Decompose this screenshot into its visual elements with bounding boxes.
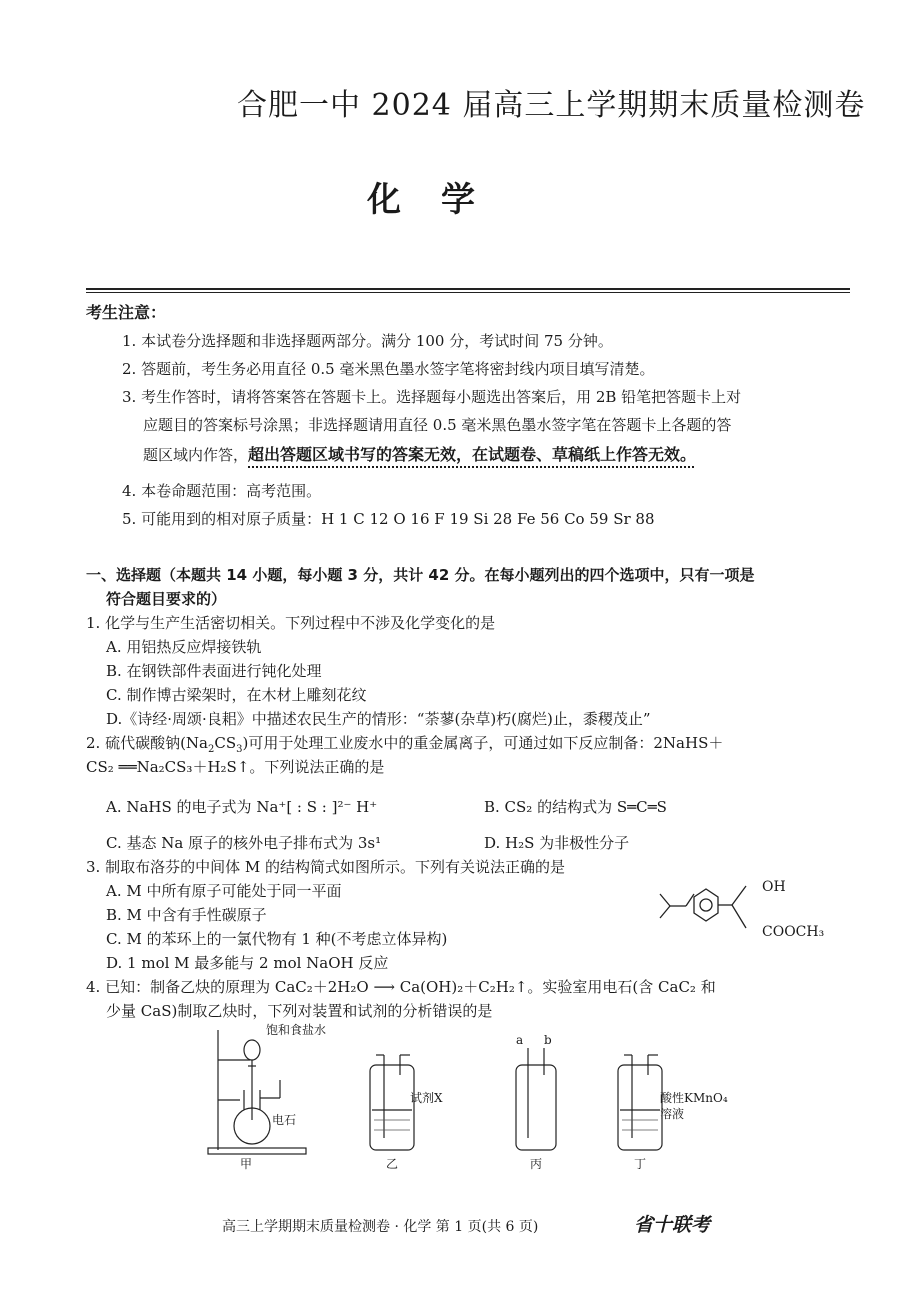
notice-item-4: 4. 本卷命题范围：高考范围。 xyxy=(122,482,322,500)
divider xyxy=(86,288,850,290)
q2-option-b: B. CS₂ 的结构式为 S═C═S xyxy=(484,798,667,816)
question-4-stem-cont: 少量 CaS)制取乙炔时，下列对装置和试剂的分析错误的是 xyxy=(106,1002,493,1020)
q1-option-a: A. 用铝热反应焊接铁轨 xyxy=(106,638,262,656)
label-b: b xyxy=(544,1033,552,1047)
question-3-stem: 3. 制取布洛芬的中间体 M 的结构简式如图所示。下列有关说法正确的是 xyxy=(86,858,565,876)
notice-item-2: 2. 答题前，考生务必用直径 0.5 毫米黑色墨水签字笔将密封线内项目填写清楚。 xyxy=(122,360,655,378)
notice-item-3: 3. 考生作答时，请将答案答在答题卡上。选择题每小题选出答案后，用 2B 铅笔把答题卡上对 xyxy=(122,388,742,406)
q2-subscript: 2 xyxy=(208,744,215,755)
label-kmno4: 酸性KMnO₄ xyxy=(660,1091,728,1105)
q3-option-d: D. 1 mol M 最多能与 2 mol NaOH 反应 xyxy=(106,954,389,972)
q1-option-c: C. 制作博古梁架时，在木材上雕刻花纹 xyxy=(106,686,367,704)
section-heading-cont: 符合题目要求的） xyxy=(106,590,227,608)
label-brine: 饱和食盐水 xyxy=(266,1023,327,1037)
q2-option-c: C. 基态 Na 原子的核外电子排布式为 3s¹ xyxy=(106,834,382,852)
caption-yi: 乙 xyxy=(386,1157,399,1171)
section-heading: 一、选择题（本题共 14 小题，每小题 3 分，共计 42 分。在每小题列出的四个选项中，只有一项是 xyxy=(86,566,755,584)
q1-option-d: D.《诗经·周颂·良耜》中描述农民生产的情形：“荼蓼(杂草)朽(腐烂)止，黍稷茂止” xyxy=(106,710,651,728)
q2-text: 2. 硫代碳酸钠(Na xyxy=(86,734,209,752)
q2-option-a: A. NaHS 的电子式为 Na⁺[ : S : ]²⁻ H⁺ xyxy=(106,798,378,816)
q2-subscript: 3 xyxy=(236,744,243,755)
q1-option-b: B. 在钢铁部件表面进行钝化处理 xyxy=(106,662,322,680)
notice-item-3-cont xyxy=(143,442,696,465)
label-carbide: 电石 xyxy=(272,1113,297,1127)
label-a: a xyxy=(516,1033,524,1047)
notice-item-3-cont: 应题目的答案标号涂黑；非选择题请用直径 0.5 毫米黑色墨水签字笔在答题卡上各题的答 xyxy=(143,416,732,434)
apparatus-figure xyxy=(200,1020,728,1171)
q3-option-c: C. M 的苯环上的一氯代物有 1 种(不考虑立体异构) xyxy=(106,930,448,948)
caption-jia: 甲 xyxy=(240,1157,253,1171)
question-2-stem xyxy=(86,732,723,755)
notice-item-5: 5. 可能用到的相对原子质量：H 1 C 12 O 16 F 19 Si 28 Fe 56 Co 59 Sr 88 xyxy=(122,510,655,528)
question-1-stem: 1. 化学与生产生活密切相关。下列过程中不涉及化学变化的是 xyxy=(86,614,496,632)
notice-emphasis: 超出答题区域书写的答案无效，在试题卷、草稿纸上作答无效。 xyxy=(248,445,697,464)
q2-text: )可用于处理工业废水中的重金属离子，可通过如下反应制备：2NaHS＋ xyxy=(242,734,724,752)
label-reagent-x: 试剂X xyxy=(410,1091,443,1105)
molecule-structure xyxy=(656,872,856,944)
page-title: 合肥一中 2024 届高三上学期期末质量检测卷 xyxy=(237,88,866,123)
caption-bing: 丙 xyxy=(530,1157,543,1171)
notice-text: 题区域内作答， xyxy=(143,446,249,464)
subject-title: 化学 xyxy=(367,180,515,220)
q2-text: CS xyxy=(214,734,237,752)
label-solution: 溶液 xyxy=(660,1107,685,1121)
notice-heading: 考生注意： xyxy=(86,303,167,322)
divider xyxy=(86,292,850,293)
cooch3-label: COOCH₃ xyxy=(762,924,825,940)
q3-option-b: B. M 中含有手性碳原子 xyxy=(106,906,267,924)
footer-brand: 省十联考 xyxy=(634,1214,711,1236)
q2-option-d: D. H₂S 为非极性分子 xyxy=(484,834,630,852)
question-2-stem-cont: CS₂ ══Na₂CS₃＋H₂S↑。下列说法正确的是 xyxy=(86,758,385,776)
page-footer: 高三上学期期末质量检测卷 · 化学 第 1 页(共 6 页) xyxy=(222,1219,539,1235)
question-4-stem: 4. 已知：制备乙炔的原理为 CaC₂＋2H₂O ⟶ Ca(OH)₂＋C₂H₂↑。实验室用电石(含 CaC₂ 和 xyxy=(86,978,716,996)
q3-option-a: A. M 中所有原子可能处于同一平面 xyxy=(106,882,342,900)
oh-label: OH xyxy=(762,879,786,895)
notice-item-1: 1. 本试卷分选择题和非选择题两部分。满分 100 分，考试时间 75 分钟。 xyxy=(122,332,613,350)
caption-ding: 丁 xyxy=(634,1157,647,1171)
